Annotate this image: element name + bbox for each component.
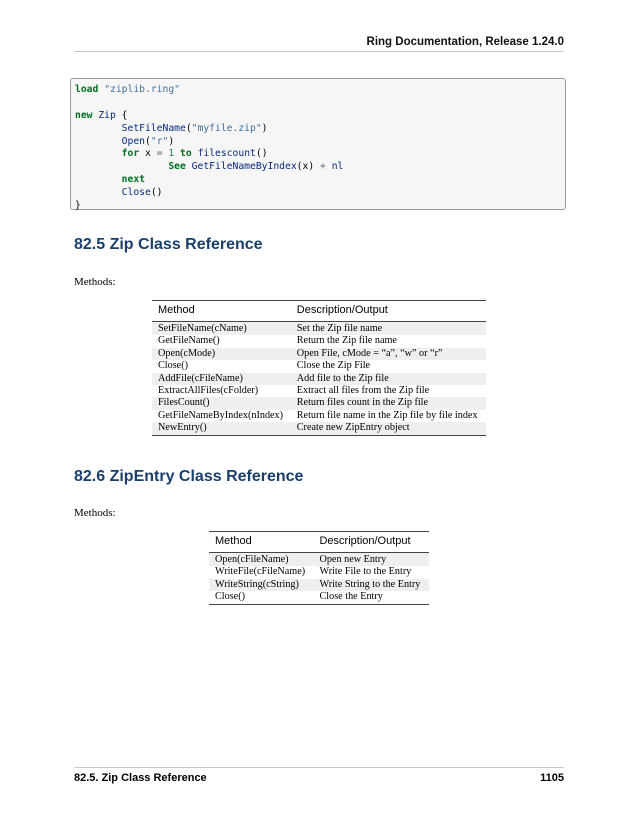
code-args: (x) xyxy=(296,161,315,173)
table-row xyxy=(209,566,429,578)
description-cell: Return the Zip file name xyxy=(296,335,397,347)
code-keyword: next xyxy=(121,174,146,186)
method-cell: NewEntry() xyxy=(152,422,291,435)
method-cell: ExtractAllFiles(cFolder) xyxy=(158,385,259,397)
code-paren: ) xyxy=(261,122,268,134)
header-divider xyxy=(74,51,564,52)
code-brace: } xyxy=(75,200,81,212)
code-line xyxy=(75,136,561,149)
table-row xyxy=(209,591,429,604)
methods-label: Methods: xyxy=(74,276,116,288)
zip-methods-table xyxy=(152,300,486,436)
code-line xyxy=(75,110,561,123)
code-operator: = xyxy=(156,148,163,160)
code-line xyxy=(75,187,561,200)
table-row xyxy=(152,335,486,347)
method-cell: GetFileNameByIndex(nIndex) xyxy=(158,409,284,421)
code-line xyxy=(75,200,561,213)
code-brace: { xyxy=(115,109,128,121)
table-row xyxy=(209,579,429,591)
zipentry-methods-table xyxy=(209,531,429,605)
table-row xyxy=(152,410,486,422)
description-cell: Set the Zip file name xyxy=(291,322,486,336)
table-header-row xyxy=(209,532,429,553)
description-cell: Open new Entry xyxy=(313,553,429,567)
description-cell: Extract all files from the Zip file xyxy=(296,385,430,397)
code-line-blank xyxy=(75,97,561,110)
description-cell: Write String to the Entry xyxy=(313,579,429,591)
table-header-row xyxy=(152,301,486,322)
code-string: "ziplib.ring" xyxy=(104,84,181,95)
code-function: Close xyxy=(121,187,151,199)
code-line xyxy=(75,161,561,174)
method-cell: WriteString(cString) xyxy=(209,579,313,591)
table-row xyxy=(152,422,486,435)
description-cell: Write File to the Entry xyxy=(319,566,412,578)
code-paren: ( xyxy=(145,135,151,147)
footer-divider xyxy=(74,767,564,768)
section-heading-zipentry-class: 82.6 ZipEntry Class Reference xyxy=(74,468,304,485)
description-cell: Open File, cMode = “a”, “w” or “r” xyxy=(291,348,486,360)
code-line xyxy=(75,174,561,187)
code-paren: ( xyxy=(185,122,192,134)
code-function: SetFileName xyxy=(121,122,186,134)
code-keyword: load xyxy=(75,84,99,95)
description-cell: Add file to the Zip file xyxy=(291,373,486,385)
code-keyword: new xyxy=(75,109,93,121)
method-cell: SetFileName(cName) xyxy=(152,322,291,336)
code-function: GetFileNameByIndex xyxy=(191,161,297,173)
code-string: "r" xyxy=(150,135,169,147)
footer-section-title: 82.5. Zip Class Reference xyxy=(74,772,207,784)
code-function: Open xyxy=(121,135,146,147)
page-number: 1105 xyxy=(540,772,564,784)
code-function: filescount xyxy=(197,148,256,160)
code-number: 1 xyxy=(168,148,175,160)
code-line xyxy=(75,84,561,97)
code-string: "myfile.zip" xyxy=(191,122,262,134)
section-heading-zip-class: 82.5 Zip Class Reference xyxy=(74,236,263,253)
method-cell: GetFileName() xyxy=(158,335,220,347)
method-cell: Open(cMode) xyxy=(152,348,291,360)
description-cell: Create new ZipEntry object xyxy=(291,422,486,435)
column-header-description: Description/Output xyxy=(313,532,429,553)
column-header-method: Method xyxy=(209,532,313,553)
method-cell: Close() xyxy=(158,360,188,372)
method-cell: AddFile(cFileName) xyxy=(152,373,291,385)
code-block xyxy=(70,78,566,210)
code-line xyxy=(75,123,561,136)
page-header-title: Ring Documentation, Release 1.24.0 xyxy=(366,36,564,48)
table-row xyxy=(152,348,486,360)
code-line xyxy=(75,148,561,161)
table-row xyxy=(152,373,486,385)
method-cell: FilesCount() xyxy=(152,397,291,409)
methods-label: Methods: xyxy=(74,507,116,519)
code-identifier: nl xyxy=(331,161,344,173)
method-cell: WriteFile(cFileName) xyxy=(215,566,306,578)
column-header-method: Method xyxy=(152,301,291,322)
table-row xyxy=(209,553,429,567)
code-keyword: to xyxy=(180,148,192,160)
table-row xyxy=(152,385,486,397)
code-keyword: See xyxy=(168,161,186,173)
code-class-name: Zip xyxy=(98,109,116,121)
description-cell: Close the Entry xyxy=(313,591,429,604)
code-paren: () xyxy=(255,148,268,160)
table-row xyxy=(152,397,486,409)
code-keyword: for xyxy=(121,148,140,160)
code-paren: () xyxy=(150,187,163,199)
method-cell: Close() xyxy=(209,591,313,604)
description-cell: Close the Zip File xyxy=(296,360,371,372)
table-row xyxy=(152,360,486,372)
description-cell: Return files count in the Zip file xyxy=(291,397,486,409)
code-operator: + xyxy=(320,161,326,173)
column-header-description: Description/Output xyxy=(291,301,486,322)
method-cell: Open(cFileName) xyxy=(209,553,313,567)
description-cell: Return file name in the Zip file by file index xyxy=(296,409,478,421)
code-paren: ) xyxy=(168,135,175,147)
table-row xyxy=(152,322,486,336)
code-variable: x xyxy=(139,148,157,160)
